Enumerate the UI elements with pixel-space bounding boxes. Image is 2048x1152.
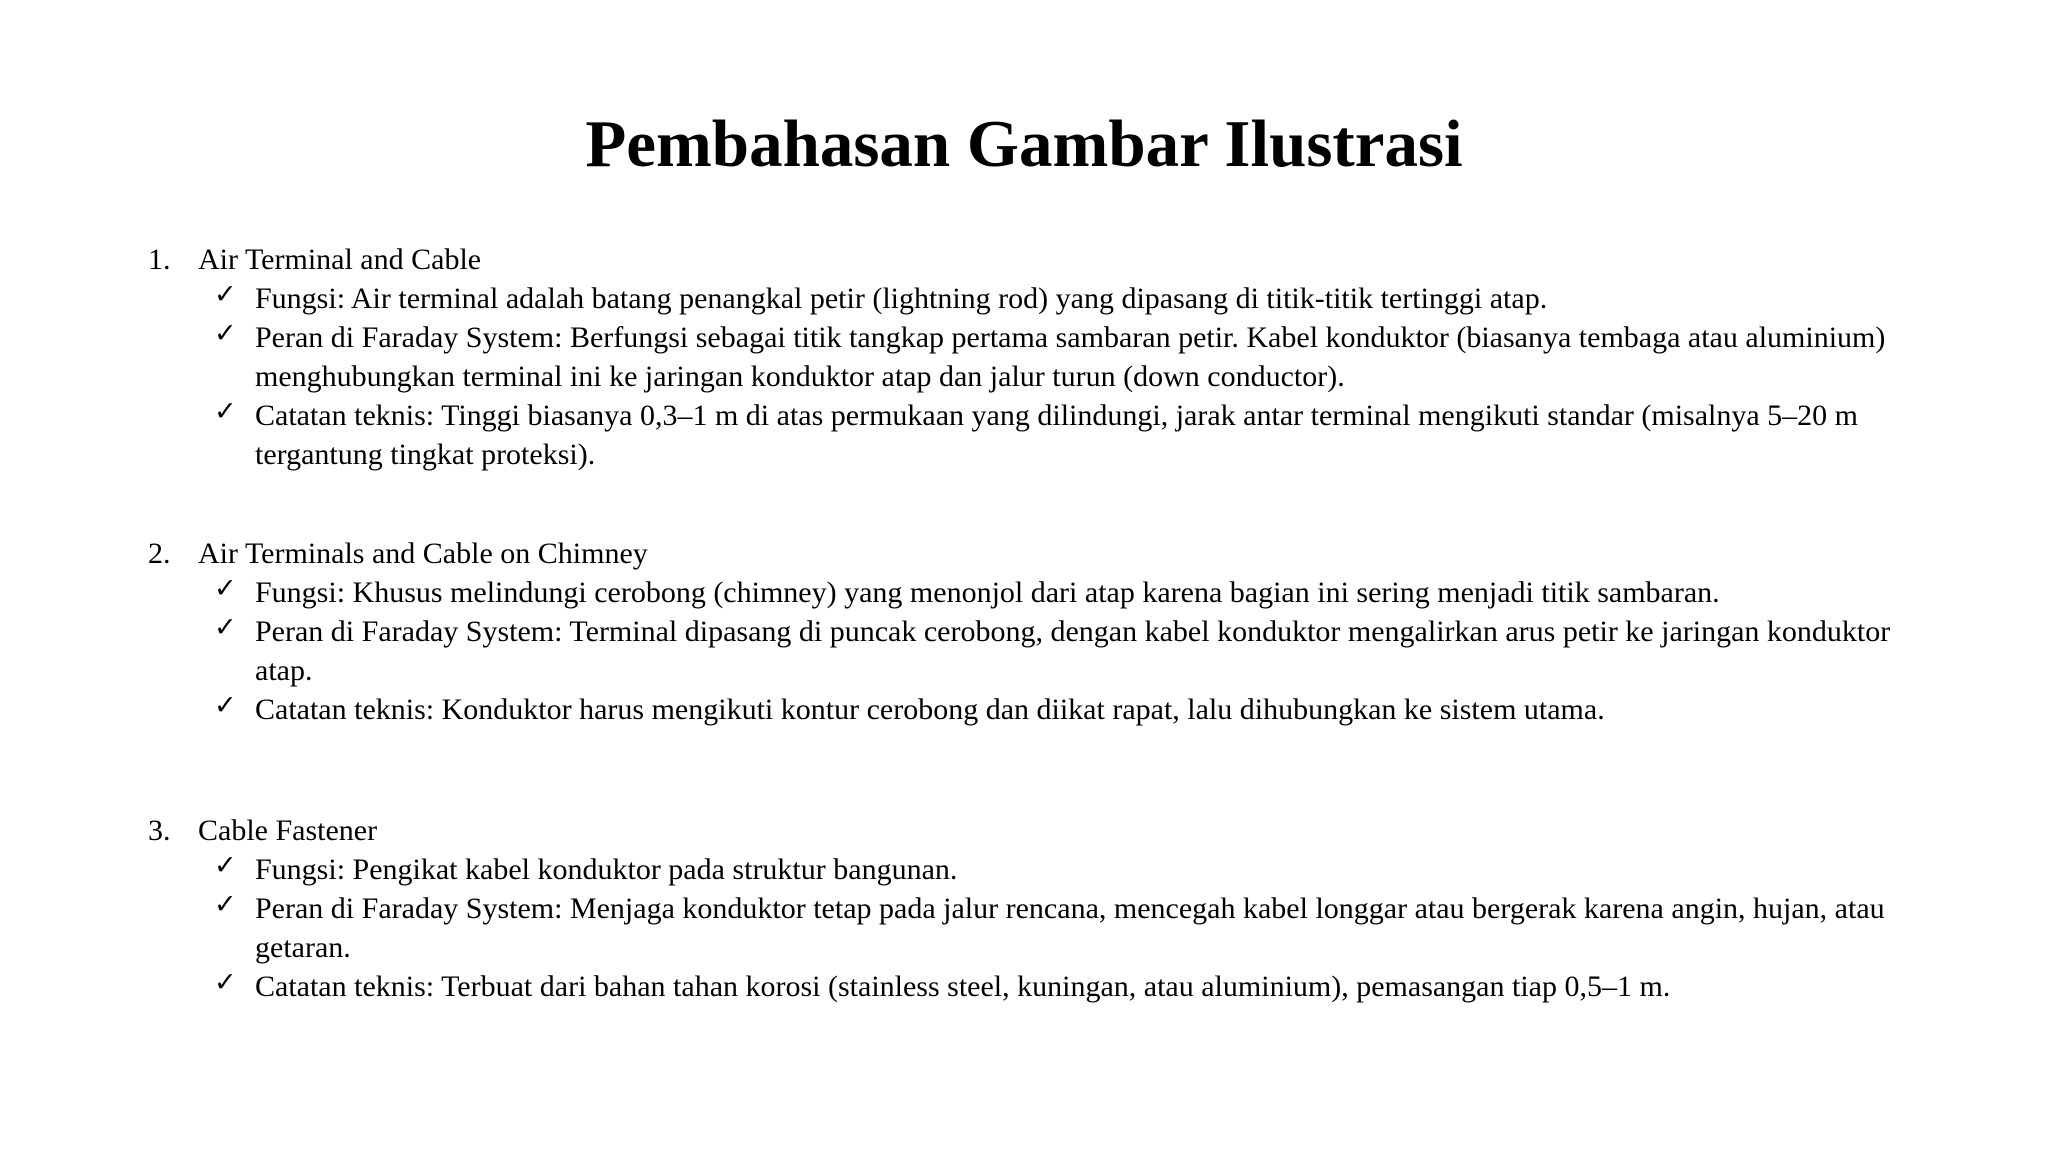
- bullet-text: Peran di Faraday System: Terminal dipasang di puncak cerobong, dengan kabel konduktor mengalirkan arus petir ke jaringan konduktor atap.: [255, 615, 1891, 687]
- list-item: [0, 534, 2048, 729]
- checkmark-icon: ✓: [214, 279, 237, 310]
- checkmark-icon: ✓: [214, 690, 237, 721]
- checkmark-icon: ✓: [214, 573, 237, 604]
- list-item-heading: [0, 240, 2048, 279]
- bullet-item: [0, 967, 2048, 1006]
- list-item-title: Air Terminal and Cable: [198, 243, 482, 276]
- list-item-heading: [0, 534, 2048, 573]
- bullet-list: [0, 279, 2048, 474]
- bullet-item: [0, 318, 2048, 396]
- checkmark-icon: ✓: [214, 967, 237, 998]
- bullet-list: [0, 573, 2048, 729]
- bullet-item: [0, 690, 2048, 729]
- bullet-item: [0, 889, 2048, 967]
- bullet-item: [0, 279, 2048, 318]
- bullet-text: Catatan teknis: Tinggi biasanya 0,3–1 m di atas permukaan yang dilindungi, jarak antar terminal mengikuti standar (misalnya 5–20 m tergantung tingkat proteksi).: [255, 399, 1859, 471]
- bullet-text: Fungsi: Air terminal adalah batang penangkal petir (lightning rod) yang dipasang di titik-titik tertinggi atap.: [255, 282, 1548, 315]
- checkmark-icon: ✓: [214, 396, 237, 427]
- list-item: [0, 811, 2048, 1006]
- list-item-number: 2.: [148, 537, 171, 570]
- checkmark-icon: ✓: [214, 318, 237, 349]
- list-item-number: 3.: [148, 814, 171, 847]
- checkmark-icon: ✓: [214, 850, 237, 881]
- bullet-text: Fungsi: Pengikat kabel konduktor pada struktur bangunan.: [255, 853, 958, 886]
- bullet-item: [0, 573, 2048, 612]
- bullet-item: [0, 850, 2048, 889]
- bullet-item: [0, 396, 2048, 474]
- list-item-heading: [0, 811, 2048, 850]
- bullet-text: Peran di Faraday System: Berfungsi sebagai titik tangkap pertama sambaran petir. Kabel konduktor (biasanya tembaga atau aluminium) menghubungkan terminal ini ke jaringan konduktor atap dan jalur turun (down conductor).: [255, 321, 1886, 393]
- list-item: [0, 240, 2048, 474]
- bullet-text: Fungsi: Khusus melindungi cerobong (chimney) yang menonjol dari atap karena bagian ini sering menjadi titik sambaran.: [255, 576, 1720, 609]
- checkmark-icon: ✓: [214, 889, 237, 920]
- list-item-number: 1.: [148, 243, 171, 276]
- bullet-item: [0, 612, 2048, 690]
- bullet-text: Catatan teknis: Konduktor harus mengikuti kontur cerobong dan diikat rapat, lalu dihubungkan ke sistem utama.: [255, 693, 1605, 726]
- list-item-title: Cable Fastener: [198, 814, 378, 847]
- bullet-list: [0, 850, 2048, 1006]
- page-title: Pembahasan Gambar Ilustrasi: [585, 107, 1463, 181]
- list-item-title: Air Terminals and Cable on Chimney: [198, 537, 648, 570]
- bullet-text: Peran di Faraday System: Menjaga konduktor tetap pada jalur rencana, mencegah kabel longgar atau bergerak karena angin, hujan, atau getaran.: [255, 892, 1885, 964]
- bullet-text: Catatan teknis: Terbuat dari bahan tahan korosi (stainless steel, kuningan, atau aluminium), pemasangan tiap 0,5–1 m.: [255, 970, 1671, 1003]
- checkmark-icon: ✓: [214, 612, 237, 643]
